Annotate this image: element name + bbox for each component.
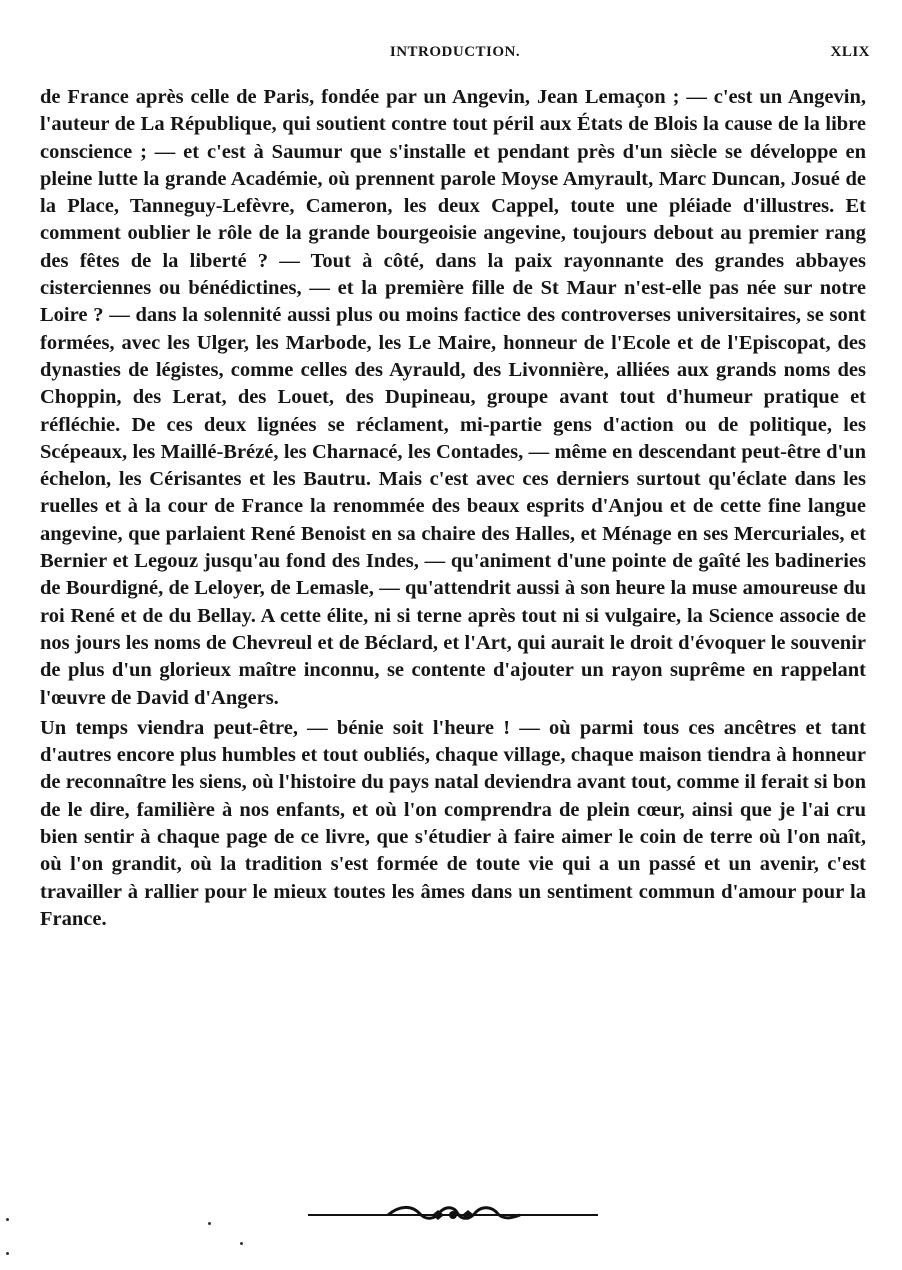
running-head	[40, 44, 870, 68]
margin-speck	[6, 1218, 9, 1221]
page-number: XLIX	[830, 44, 870, 60]
margin-speck	[6, 1252, 9, 1255]
paragraph-2: Un temps viendra peut-être, — bénie soit l'heure ! — où parmi tous ces ancêtres et tant d'autres encore plus humbles et tout oubliés, chaque village, chaque maison tiendra à honneur de reconnaître les siens, où l'histoire du pays natal deviendra avant tout, comme il ferait si bon de le dire, familière à nos enfants, et où l'on comprendra de plein cœur, ainsi que je l'ai cru bien sentir à chaque page de ce livre, que s'étudier à faire aimer le coin de terre où l'on naît, où l'on grandit, où la tradition s'est formée de toute vie qui a un passé et un avenir, c'est travailler à rallier pour le mieux toutes les âmes dans un sentiment commun d'amour pour la France.	[40, 716, 866, 930]
running-title: INTRODUCTION.	[389, 44, 521, 60]
tailpiece-ornament-icon	[308, 1202, 598, 1228]
margin-speck	[240, 1242, 243, 1245]
margin-speck	[208, 1222, 211, 1225]
paragraph-1: de France après celle de Paris, fondée par un Angevin, Jean Lemaçon ; — c'est un Angevin, l'auteur de La République, qui soutient contre tout péril aux États de Blois la cause de la libre conscience ; — et c'est à Saumur que s'installe et pendant près d'un siècle se développe en pleine lutte la grande Académie, où prennent parole Moyse Amyrault, Marc Duncan, Josué de la Place, Tanneguy-Lefèvre, Cameron, les deux Cappel, toute une pléiade d'illustres. Et comment oublier le rôle de la grande bourgeoisie angevine, toujours debout au premier rang des fêtes de la liberté ? — Tout à côté, dans la paix rayonnante des grandes abbayes cisterciennes ou bénédictines, — et la première fille de St Maur n'est-elle pas née sur notre Loire ? — dans la solennité aussi plus ou moins factice des controverses universitaires, se sont formées, avec les Ulger, les Marbode, les Le Maire, honneur de l'Ecole et de l'Episcopat, des dynasties de légistes, comme celles des Ayrauld, des Livonnière, alliées aux grands noms des Choppin, des Lerat, des Louet, des Dupineau, groupe avant tout d'humeur pratique et réfléchie. De ces deux lignées se réclament, mi-partie gens d'action ou de politique, les Scépeaux, les Maillé-Brézé, les Charnacé, les Contades, — même en descendant peut-être d'un échelon, les Cérisantes et les Bautru. Mais c'est avec ces derniers surtout qu'éclate dans les ruelles et à la cour de France la renommée des beaux esprits d'Anjou et de cette fine langue angevine, que parlaient René Benoist en sa chaire des Halles, et Ménage en ses Mercuriales, et Bernier et Legouz jusqu'au fond des Indes, — qu'animent d'une pointe de gaîté les badineries de Bourdigné, de Leloyer, de Lemasle, — qu'attendrit aussi à son heure la muse amoureuse du roi René et de du Bellay. A cette élite, ni si terne après tout ni si vulgaire, la Science associe de nos jours les noms de Chevreul et de Béclard, et l'Art, qui aurait le droit d'évoquer le souvenir de plus d'un glorieux maître inconnu, se contente d'ajouter un rayon suprême en rappelant l'œuvre de David d'Angers.	[40, 86, 866, 709]
body-text	[40, 84, 866, 933]
